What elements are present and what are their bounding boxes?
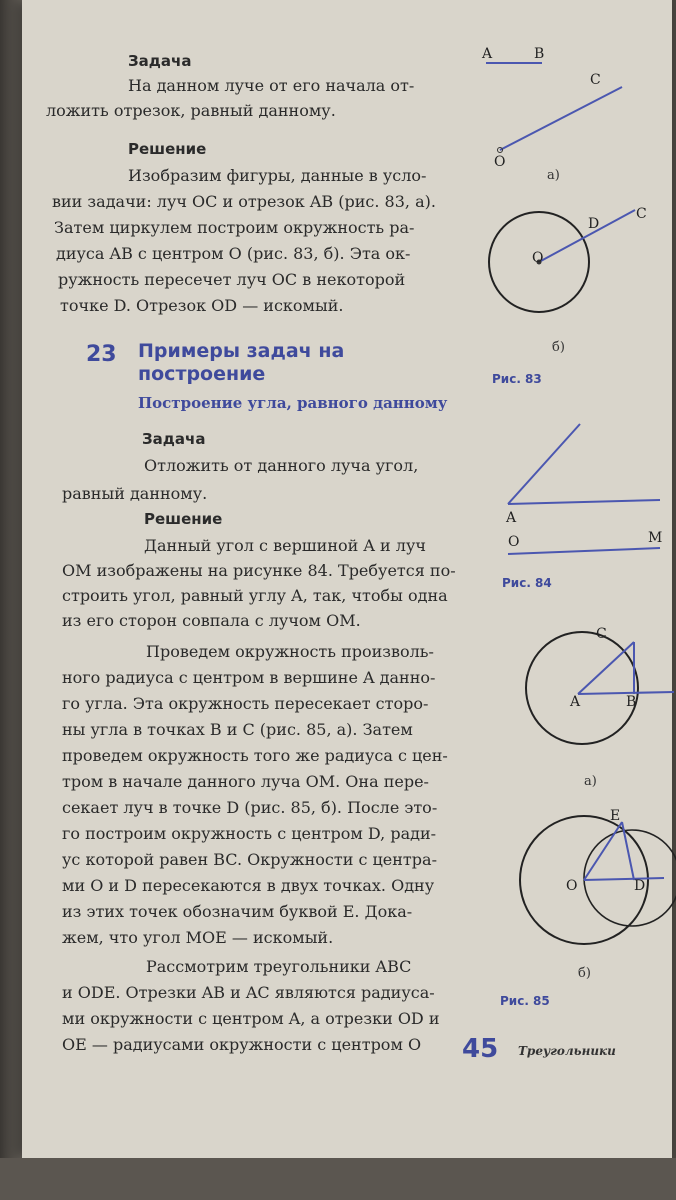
page-number: 45 (462, 1034, 499, 1064)
figure-caption: Рис. 85 (500, 994, 550, 1008)
paragraph-line: секает луч в точке D (рис. 85, б). После это- (62, 798, 438, 817)
point-label: C (590, 72, 601, 88)
task-text-line: равный данному. (62, 484, 208, 503)
chapter-title: Треугольники (518, 1044, 616, 1058)
point-label: D (634, 878, 646, 894)
figure-85a (508, 616, 676, 756)
solution-heading: Решение (144, 510, 223, 528)
paragraph-line: тром в начале данного луча OM. Она пере- (62, 772, 429, 791)
textbook-page (22, 0, 672, 1158)
solution-heading: Решение (128, 140, 207, 158)
solution-text-line: Изобразим фигуры, данные в усло- (128, 166, 427, 185)
solution-text-line: строить угол, равный углу A, так, чтобы одна (62, 586, 448, 605)
subfigure-label: б) (578, 966, 591, 981)
paragraph-line: ус которой равен BC. Окружности с центра- (62, 850, 437, 869)
paragraph-line: го угла. Эта окружность пересекает сторо- (62, 694, 429, 713)
point-label: D (588, 216, 600, 232)
table-surface (0, 1158, 676, 1200)
paragraph-line: ми O и D пересекаются в двух точках. Одну (62, 876, 435, 895)
point-label: M (648, 530, 663, 546)
subfigure-label: б) (552, 340, 565, 355)
task-heading: Задача (128, 52, 192, 70)
point-label: O (566, 878, 578, 894)
point-label: C (596, 626, 607, 642)
figure-caption: Рис. 83 (492, 372, 542, 386)
point-label: A (482, 46, 493, 62)
paragraph-line: ми окружности с центром A, а отрезки OD и (62, 1009, 440, 1028)
solution-text-line: Затем циркулем построим окружность ра- (54, 218, 415, 237)
paragraph-line: из этих точек обозначим буквой E. Дока- (62, 902, 413, 921)
point-label: A (570, 694, 581, 710)
point-label: B (534, 46, 545, 62)
task-text-line: ложить отрезок, равный данному. (46, 101, 336, 120)
paragraph-line: жем, что угол MOE — искомый. (62, 928, 334, 947)
point-label: C (636, 206, 647, 222)
figure-83b (487, 200, 676, 340)
task-heading: Задача (142, 430, 206, 448)
section-title-line: построение (138, 363, 266, 385)
task-text-line: Отложить от данного луча угол, (144, 456, 419, 475)
task-text-line: На данном луче от его начала от- (128, 76, 415, 95)
subfigure-label: а) (547, 168, 560, 183)
book-spine (0, 0, 22, 1200)
figure-85b (504, 806, 676, 966)
solution-text-line: точке D. Отрезок OD — искомый. (60, 296, 344, 315)
solution-text-line: диуса AB с центром O (рис. 83, б). Эта ок- (56, 244, 411, 263)
paragraph-line: Рассмотрим треугольники ABC (146, 957, 412, 976)
paragraph-line: проведем окружность того же радиуса с цен- (62, 746, 448, 765)
figure-caption: Рис. 84 (502, 576, 552, 590)
paragraph-line: OE — радиусами окружности с центром O (62, 1035, 422, 1054)
paragraph-line: ного радиуса с центром в вершине A данно- (62, 668, 436, 687)
paragraph-line: и ODE. Отрезки AB и AC являются радиуса- (62, 983, 435, 1002)
solution-text-line: Данный угол с вершиной A и луч (144, 536, 426, 555)
section-number: 23 (86, 342, 117, 367)
section-title-line: Примеры задач на (138, 340, 345, 362)
point-label: O (532, 250, 544, 266)
section-subtitle: Построение угла, равного данному (138, 394, 448, 412)
point-label: O (508, 534, 520, 550)
point-label: E (610, 808, 621, 824)
paragraph-line: ны угла в точках B и C (рис. 85, а). Затем (62, 720, 413, 739)
solution-text-line: из его сторон совпала с лучом OM. (62, 611, 361, 630)
subfigure-label: а) (584, 774, 597, 789)
point-label: O (494, 154, 506, 170)
point-label: A (506, 510, 517, 526)
solution-text-line: OM изображены на рисунке 84. Требуется по- (62, 561, 456, 580)
solution-text-line: вии задачи: луч OC и отрезок AB (рис. 83, а). (52, 192, 436, 211)
paragraph-line: Проведем окружность произволь- (146, 642, 434, 661)
solution-text-line: ружность пересечет луч OC в некоторой (58, 270, 406, 289)
paragraph-line: го построим окружность с центром D, ради- (62, 824, 437, 843)
point-label: B (626, 694, 637, 710)
